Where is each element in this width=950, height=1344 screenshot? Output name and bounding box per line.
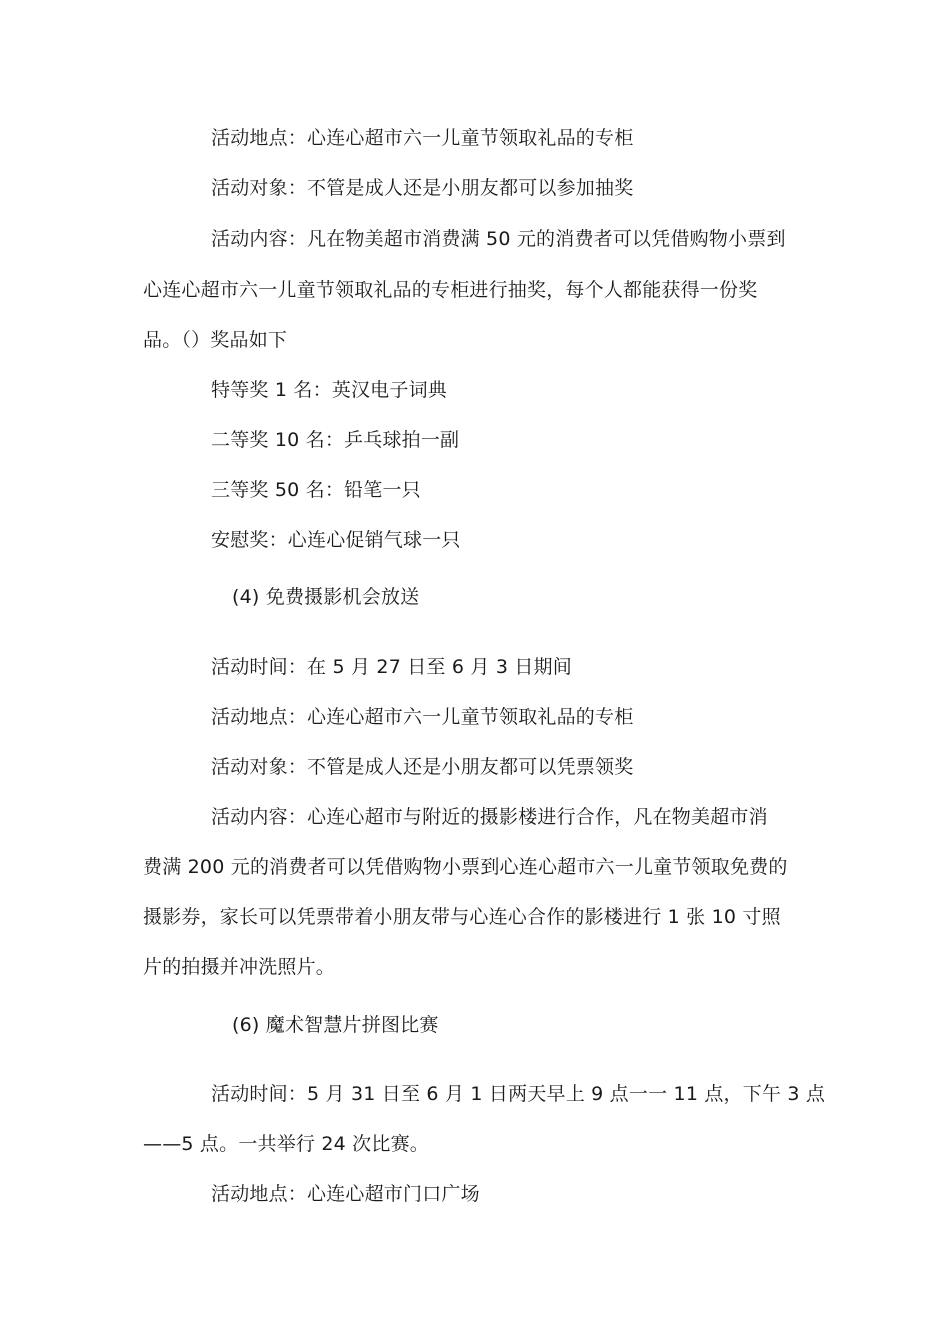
prize-line: 安慰奖：心连心促销气球一只 bbox=[211, 529, 461, 551]
text-line: 活动对象：不管是成人还是小朋友都可以参加抽奖 bbox=[211, 177, 634, 199]
prize-line: 特等奖 1 名：英汉电子词典 bbox=[211, 379, 447, 401]
section-heading: (6) 魔术智慧片拼图比赛 bbox=[232, 1014, 439, 1036]
section-heading: (4) 免费摄影机会放送 bbox=[232, 586, 420, 608]
text-line: 活动内容：凡在物美超市消费满 50 元的消费者可以凭借购物小票到 bbox=[211, 228, 786, 250]
text-line: 活动时间：5 月 31 日至 6 月 1 日两天早上 9 点一一 11 点，下午 3 点 bbox=[211, 1083, 826, 1105]
prize-line: 二等奖 10 名：乒乓球拍一副 bbox=[211, 429, 460, 451]
text-line: 活动地点：心连心超市六一儿童节领取礼品的专柜 bbox=[211, 706, 634, 728]
text-line: 心连心超市六一儿童节领取礼品的专柜进行抽奖，每个人都能获得一份奖 bbox=[143, 279, 758, 301]
text-line: 活动对象：不管是成人还是小朋友都可以凭票领奖 bbox=[211, 756, 634, 778]
text-line: 活动内容：心连心超市与附近的摄影楼进行合作，凡在物美超市消 bbox=[211, 806, 768, 828]
text-line: 摄影券，家长可以凭票带着小朋友带与心连心合作的影楼进行 1 张 10 寸照 bbox=[143, 906, 781, 928]
text-line: 活动地点：心连心超市六一儿童节领取礼品的专柜 bbox=[211, 127, 634, 149]
text-line: 品。（）奖品如下 bbox=[143, 329, 288, 351]
prize-line: 三等奖 50 名：铅笔一只 bbox=[211, 479, 421, 501]
text-line: 费满 200 元的消费者可以凭借购物小票到心连心超市六一儿童节领取免费的 bbox=[143, 856, 788, 878]
text-line: ——5 点。一共举行 24 次比赛。 bbox=[143, 1133, 429, 1155]
text-line: 活动地点：心连心超市门口广场 bbox=[211, 1183, 480, 1205]
text-line: 活动时间：在 5 月 27 日至 6 月 3 日期间 bbox=[211, 656, 572, 678]
text-line: 片的拍摄并冲洗照片。 bbox=[143, 956, 336, 978]
